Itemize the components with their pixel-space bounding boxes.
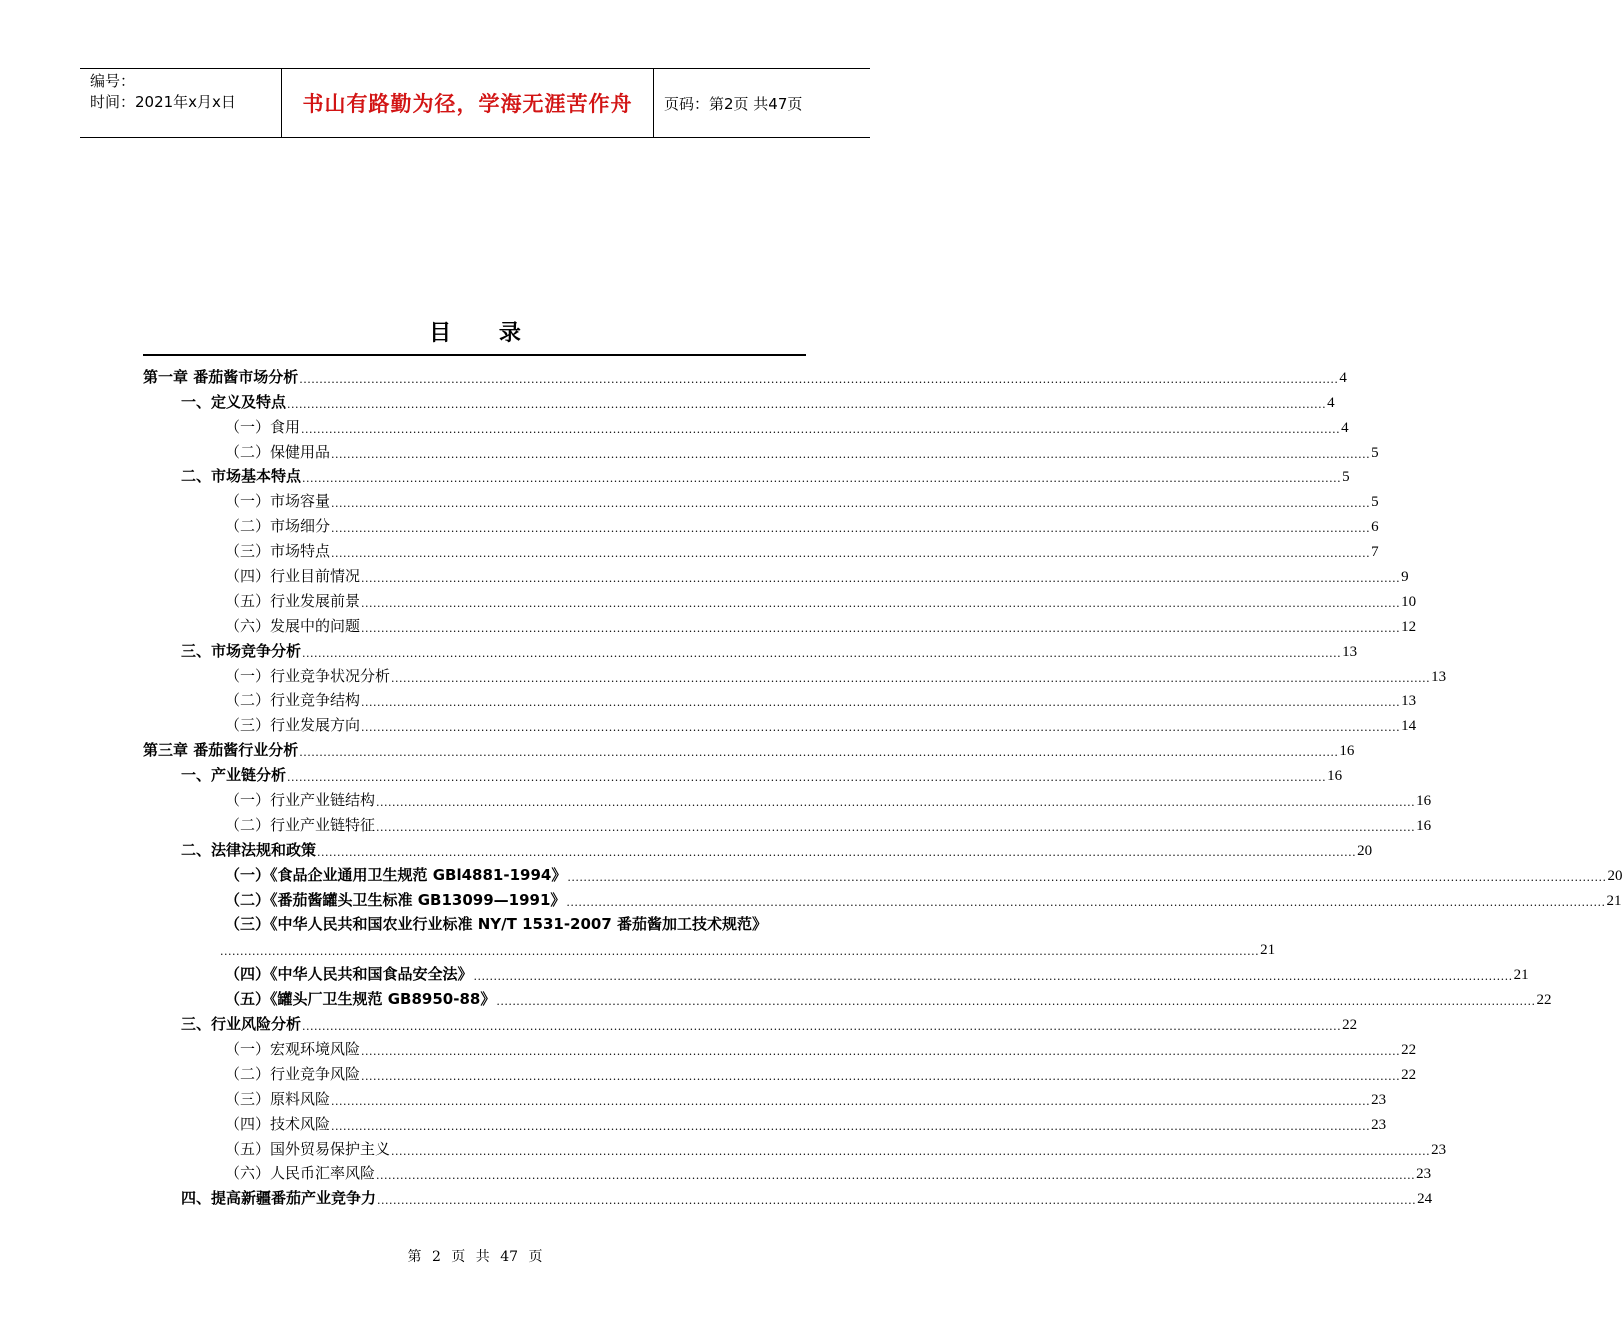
- toc-entry[interactable]: [143, 785, 1432, 810]
- toc-leader-dots: ....................................................................................................................................................................................................................................................................: [361, 1044, 1401, 1058]
- toc-entry[interactable]: [143, 561, 1409, 586]
- toc-title: 目 录: [429, 321, 541, 346]
- toc-entry-title: （四）《中华人民共和国食品安全法》: [225, 965, 473, 984]
- toc-entry-page: 21: [1260, 942, 1276, 959]
- toc-entry-page: 24: [1417, 1191, 1433, 1208]
- toc-leader-dots: ....................................................................................................................................................................................................................................................................: [302, 1020, 1342, 1034]
- toc-leader-dots: ....................................................................................................................................................................................................................................................................: [391, 671, 1431, 685]
- toc-entry-page: 14: [1401, 718, 1417, 735]
- toc-entry-page: 22: [1401, 1066, 1417, 1083]
- toc-entry[interactable]: [143, 1109, 1387, 1134]
- page-footer: 第 2 页 共 47 页: [407, 1249, 543, 1265]
- toc-entry[interactable]: [143, 1059, 1417, 1084]
- toc-entry-page: 10: [1401, 593, 1417, 610]
- toc-entry-title: （四）技术风险: [225, 1114, 331, 1133]
- toc-entry-title: （三）《中华人民共和国农业行业标准 NY/T 1531-2007 番茄酱加工技术规范》: [225, 915, 768, 934]
- toc-leader-dots: ....................................................................................................................................................................................................................................................................: [496, 995, 1536, 1009]
- toc-leader-dots: ....................................................................................................................................................................................................................................................................: [299, 372, 1339, 386]
- toc-entry[interactable]: [143, 1009, 1358, 1034]
- toc-entry[interactable]: [143, 959, 1529, 984]
- toc-leader-dots: ....................................................................................................................................................................................................................................................................: [331, 1094, 1371, 1108]
- toc-leader-dots: ....................................................................................................................................................................................................................................................................: [299, 746, 1339, 760]
- toc-entry[interactable]: [143, 686, 1417, 711]
- toc-entry-title: （一）行业产业链结构: [225, 791, 376, 810]
- header-page-info: 页码：第2页 共47页: [664, 94, 803, 113]
- toc-entry[interactable]: [143, 735, 1355, 760]
- toc-entry[interactable]: [143, 661, 1447, 686]
- toc-entry-page: 13: [1401, 693, 1417, 710]
- toc-entry-page: 9: [1401, 569, 1409, 586]
- toc-leader-dots: ....................................................................................................................................................................................................................................................................: [287, 397, 1327, 411]
- toc-leader-dots: ....................................................................................................................................................................................................................................................................: [391, 1144, 1431, 1158]
- toc-entry[interactable]: [143, 1159, 1432, 1184]
- toc-entry-page: 23: [1371, 1116, 1387, 1133]
- toc-entry-page: 4: [1339, 369, 1347, 386]
- toc-entry-title: 三、市场竞争分析: [181, 641, 302, 660]
- toc-entry-title: 第一章 番茄酱市场分析: [143, 367, 299, 386]
- toc-leader-dots: ....................................................................................................................................................................................................................................................................: [361, 621, 1401, 635]
- toc-entry[interactable]: [143, 810, 1432, 835]
- toc-leader-dots: ....................................................................................................................................................................................................................................................................: [302, 646, 1342, 660]
- time-label: 时间：2021年x月x日: [90, 93, 236, 111]
- toc-entry-page: 23: [1371, 1091, 1387, 1108]
- toc-entry-title: （六）人民币汇率风险: [225, 1164, 376, 1183]
- toc-entry-page: 16: [1416, 817, 1432, 834]
- toc-entry-page: 7: [1371, 544, 1379, 561]
- toc-leader-dots: ....................................................................................................................................................................................................................................................................: [317, 845, 1357, 859]
- toc-entry-title: 四、提高新疆番茄产业竞争力: [181, 1189, 377, 1208]
- toc-entry[interactable]: [143, 835, 1373, 860]
- toc-entry-title: 第三章 番茄酱行业分析: [143, 741, 299, 760]
- page-header: [80, 68, 870, 138]
- toc-leader-dots: ....................................................................................................................................................................................................................................................................: [220, 945, 1260, 959]
- toc-entry[interactable]: [143, 860, 1622, 885]
- toc-leader-dots: ....................................................................................................................................................................................................................................................................: [473, 970, 1513, 984]
- toc-entry-title: （一）市场容量: [225, 492, 331, 511]
- toc-leader-dots: ....................................................................................................................................................................................................................................................................: [331, 497, 1371, 511]
- toc-entry-page: 22: [1536, 992, 1552, 1009]
- toc-entry-title: （二）市场细分: [225, 517, 331, 536]
- toc-leader-dots: ....................................................................................................................................................................................................................................................................: [361, 596, 1401, 610]
- toc-entry-page: 16: [1327, 768, 1343, 785]
- toc-entry[interactable]: [143, 710, 1417, 735]
- toc-entry[interactable]: [143, 511, 1379, 536]
- toc-leader-dots: ....................................................................................................................................................................................................................................................................: [361, 572, 1401, 586]
- toc-entry[interactable]: [143, 1183, 1433, 1208]
- toc-leader-dots: ....................................................................................................................................................................................................................................................................: [331, 522, 1371, 536]
- toc-entry-page: 22: [1401, 1041, 1417, 1058]
- toc-entry[interactable]: [143, 885, 1622, 910]
- toc-entry-title: 一、定义及特点: [181, 392, 287, 411]
- toc-entry-page: 5: [1342, 469, 1350, 486]
- table-of-contents: [143, 362, 1622, 1208]
- toc-entry-title: （五）行业发展前景: [225, 591, 361, 610]
- toc-entry[interactable]: [143, 611, 1417, 636]
- toc-entry[interactable]: [143, 760, 1343, 785]
- toc-entry-page: 12: [1401, 618, 1417, 635]
- header-meta: [80, 69, 282, 137]
- toc-entry-page: 23: [1431, 1141, 1447, 1158]
- toc-entry-page: 16: [1339, 743, 1355, 760]
- toc-leader-dots: ....................................................................................................................................................................................................................................................................: [377, 1194, 1417, 1208]
- toc-leader-dots: ....................................................................................................................................................................................................................................................................: [331, 447, 1371, 461]
- toc-entry-title: （一）《食品企业通用卫生规范 GBl4881-1994》: [225, 865, 567, 884]
- toc-leader-dots: ....................................................................................................................................................................................................................................................................: [566, 895, 1606, 909]
- toc-entry-page: 4: [1327, 394, 1335, 411]
- toc-leader-dots: ....................................................................................................................................................................................................................................................................: [567, 870, 1607, 884]
- toc-entry-page: 23: [1416, 1166, 1432, 1183]
- toc-entry-title: （五）国外贸易保护主义: [225, 1139, 391, 1158]
- code-label: 编号：: [90, 72, 136, 90]
- toc-entry-title: （二）行业竞争风险: [225, 1064, 361, 1083]
- toc-entry-page: 20: [1357, 842, 1373, 859]
- toc-entry-page: 21: [1513, 967, 1529, 984]
- toc-entry[interactable]: [143, 636, 1358, 661]
- toc-entry[interactable]: [143, 586, 1417, 611]
- toc-entry-title: （四）行业目前情况: [225, 567, 361, 586]
- toc-entry[interactable]: [143, 1084, 1387, 1109]
- toc-leader-dots: ....................................................................................................................................................................................................................................................................: [361, 721, 1401, 735]
- toc-entry[interactable]: [143, 362, 1347, 387]
- toc-entry-title: 二、法律法规和政策: [181, 840, 317, 859]
- toc-divider: [143, 354, 806, 356]
- toc-entry-page: 5: [1371, 444, 1379, 461]
- toc-entry[interactable]: [143, 412, 1349, 437]
- toc-entry-page: 6: [1371, 519, 1379, 536]
- toc-entry-title: （一）食用: [225, 417, 301, 436]
- toc-leader-dots: ....................................................................................................................................................................................................................................................................: [331, 547, 1371, 561]
- toc-entry-title: 二、市场基本特点: [181, 467, 302, 486]
- toc-entry-title: 一、产业链分析: [181, 766, 287, 785]
- toc-leader-dots: ....................................................................................................................................................................................................................................................................: [361, 1069, 1401, 1083]
- toc-entry[interactable]: [143, 387, 1335, 412]
- toc-entry[interactable]: [143, 486, 1379, 511]
- toc-entry-page: 5: [1371, 494, 1379, 511]
- toc-entry-page: 16: [1416, 793, 1432, 810]
- toc-leader-dots: ....................................................................................................................................................................................................................................................................: [376, 1169, 1416, 1183]
- toc-entry-title: （三）行业发展方向: [225, 716, 361, 735]
- toc-leader-dots: ....................................................................................................................................................................................................................................................................: [376, 796, 1416, 810]
- toc-entry-title: （二）行业产业链特征: [225, 815, 376, 834]
- toc-leader-dots: ....................................................................................................................................................................................................................................................................: [331, 1119, 1371, 1133]
- toc-entry[interactable]: [143, 984, 1552, 1009]
- toc-leader-dots: ....................................................................................................................................................................................................................................................................: [301, 422, 1341, 436]
- toc-entry-page: 13: [1342, 643, 1358, 660]
- toc-leader-dots: ....................................................................................................................................................................................................................................................................: [361, 696, 1401, 710]
- header-motto: 书山有路勤为径，学海无涯苦作舟: [282, 69, 654, 137]
- toc-entry-title: （一）行业竞争状况分析: [225, 666, 391, 685]
- toc-entry-title: （二）《番茄酱罐头卫生标准 GB13099—1991》: [225, 890, 566, 909]
- toc-entry[interactable]: [143, 536, 1379, 561]
- toc-entry-title: （六）发展中的问题: [225, 616, 361, 635]
- toc-leader-dots: ....................................................................................................................................................................................................................................................................: [287, 771, 1327, 785]
- toc-entry-title: （一）宏观环境风险: [225, 1039, 361, 1058]
- toc-entry[interactable]: [143, 1134, 1447, 1159]
- toc-entry-title: （二）保健用品: [225, 442, 331, 461]
- toc-entry-page: 21: [1606, 892, 1622, 909]
- toc-entry-page: 4: [1341, 419, 1349, 436]
- toc-entry-page: 22: [1342, 1017, 1358, 1034]
- toc-entry-page: 13: [1431, 668, 1447, 685]
- toc-entry[interactable]: [143, 1034, 1417, 1059]
- toc-entry-page: 20: [1607, 867, 1622, 884]
- toc-entry[interactable]: [143, 462, 1350, 487]
- toc-leader-dots: ....................................................................................................................................................................................................................................................................: [302, 472, 1342, 486]
- toc-entry[interactable]: [143, 934, 1276, 959]
- toc-entry[interactable]: [143, 437, 1379, 462]
- toc-entry-title: （三）原料风险: [225, 1089, 331, 1108]
- toc-entry[interactable]: [143, 910, 806, 935]
- toc-leader-dots: ....................................................................................................................................................................................................................................................................: [376, 820, 1416, 834]
- toc-entry-title: （五）《罐头厂卫生规范 GB8950-88》: [225, 990, 496, 1009]
- toc-entry-title: （二）行业竞争结构: [225, 691, 361, 710]
- toc-entry-title: 三、行业风险分析: [181, 1015, 302, 1034]
- toc-entry-title: （三）市场特点: [225, 542, 331, 561]
